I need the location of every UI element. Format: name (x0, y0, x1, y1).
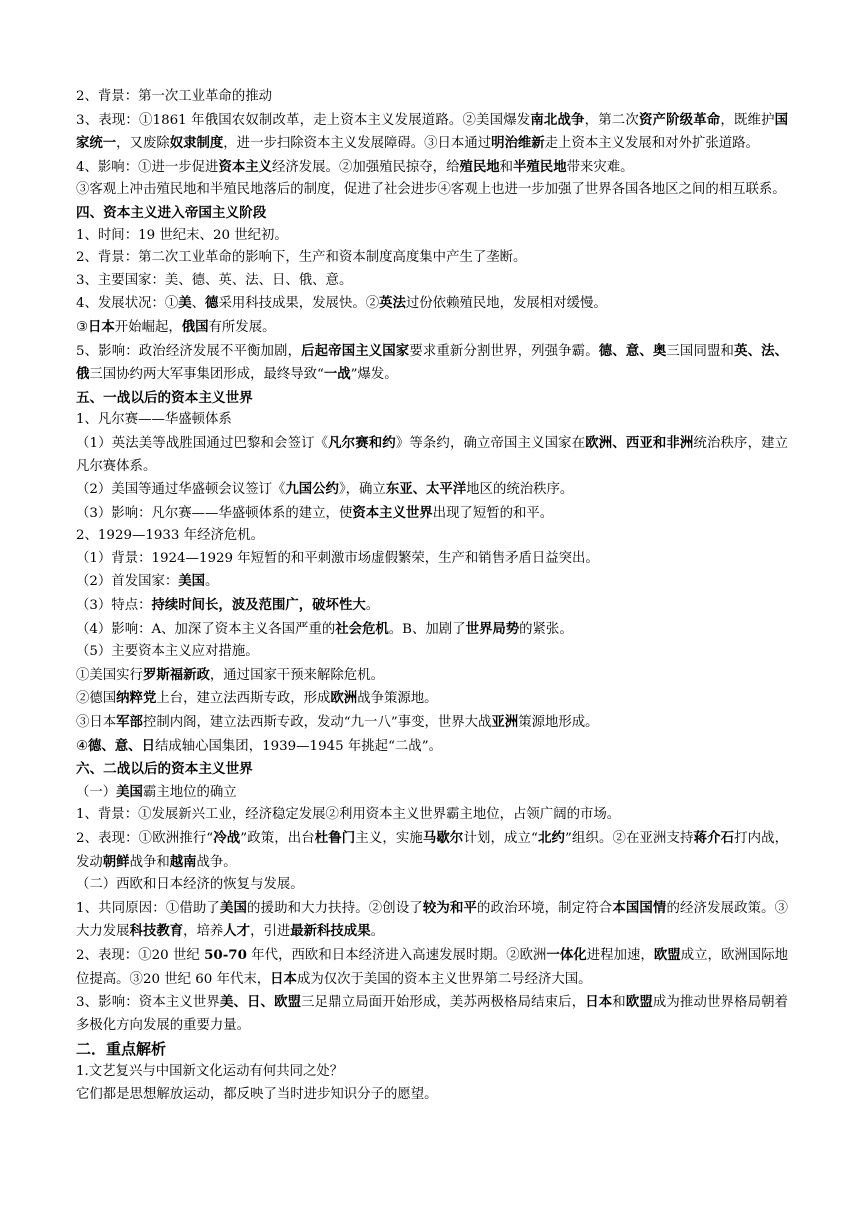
text-run: （2）首发国家： (76, 574, 179, 590)
section-heading (76, 202, 788, 225)
text-run: 开始崛起， (114, 319, 182, 335)
paragraph (76, 874, 788, 897)
bold-keyword: 美 (178, 295, 192, 312)
text-run: ③ (76, 319, 89, 335)
paragraph (76, 944, 788, 991)
text-run: （3）特点： (76, 598, 152, 614)
text-run: 二．重点解析 (76, 1040, 167, 1059)
bold-keyword: 北约 (537, 830, 565, 846)
paragraph (76, 594, 788, 618)
text-run: 的政治环境，制定符合 (477, 900, 613, 916)
text-run: 上台，建立法西斯专政，形成 (156, 691, 331, 707)
paragraph (76, 225, 788, 248)
text-run: （1）背景：1924—1929 年短暂的和平刺激市场虚假繁荣，生产和销售矛盾日益突出。 (76, 550, 599, 566)
bold-keyword: 美国 (178, 573, 206, 590)
text-run: 。B、加剧了 (388, 621, 466, 637)
text-run: 3、影响：资本主义世界 (76, 995, 220, 1011)
bold-keyword: 后起帝国主义国家 (301, 342, 410, 359)
bold-keyword: 日本 (88, 318, 115, 335)
text-run: 1、背景：①发展新兴工业，经济稳定发展②利用资本主义世界霸主地位，占领广阔的市场。 (76, 807, 621, 823)
bold-keyword: 明治维新 (491, 135, 545, 152)
text-run: 4、发展状况：① (76, 296, 179, 312)
paragraph (76, 1084, 788, 1107)
text-run: 战争。 (196, 854, 237, 870)
text-run: 它们都是思想解放运动，都反映了当时进步知识分子的愿望。 (76, 1086, 438, 1102)
text-run: 出现了短暂的和平。 (432, 505, 554, 521)
bold-keyword: 东亚、太平洋 (385, 481, 467, 498)
bold-keyword: 俄国 (181, 318, 209, 335)
bold-keyword: 德 (205, 295, 219, 312)
text-run: （4）影响：A、加深了资本主义各国严重的 (76, 621, 336, 637)
bold-keyword: 罗斯福新政 (142, 666, 210, 683)
text-run: ”爆发。 (350, 367, 398, 383)
text-run: 成立，欧洲国际地位提高。③20 世纪 60 年代末， (76, 947, 789, 987)
paragraph (76, 316, 788, 340)
text-run: 过份依赖殖民地，发展相对缓慢。 (405, 296, 607, 312)
bold-keyword: 欧洲、西亚和非洲 (585, 434, 694, 451)
bold-keyword: 军部 (116, 714, 143, 731)
text-run: 策源地形成。 (518, 715, 599, 731)
paragraph (76, 1061, 788, 1084)
text-run: 计划，成立“ (463, 831, 538, 846)
text-run: ”组织。②在亚洲支持 (565, 831, 694, 846)
paragraph (76, 409, 788, 432)
bold-keyword: 半殖民地 (513, 158, 567, 175)
text-run: 2、背景：第一次工业革命的推动 (76, 89, 272, 104)
bold-keyword: 美国 (116, 783, 143, 800)
text-run: ，进一步扫除资本主义发展障碍。③日本通过 (223, 136, 492, 152)
text-run: 有所发展。 (208, 319, 276, 335)
bold-keyword: 英法 (379, 295, 406, 312)
bold-keyword: 资本主义 (218, 158, 272, 175)
text-run: ，既维护 (720, 112, 775, 128)
paragraph (76, 525, 788, 548)
text-run: 成为仅次于美国的资本主义世界第二号经济大国。 (296, 971, 592, 987)
text-run: 五、一战以后的资本主义世界 (76, 389, 253, 406)
paragraph (76, 711, 788, 735)
text-run: （5）主要资本主义应对措施。 (76, 644, 259, 660)
text-run: 。 (370, 924, 384, 940)
text-run: 统治秩序，建立凡尔赛体系。 (76, 435, 789, 474)
text-run: （一） (76, 784, 117, 800)
paragraph (76, 292, 788, 316)
bold-keyword: 较为和平 (422, 899, 478, 916)
text-run: 2、背景：第二次工业革命的影响下，生产和资本制度高度集中产生了垄断。 (76, 250, 527, 266)
bold-keyword: 50-70 (204, 946, 247, 963)
text-run: （2）美国等通过华盛顿会议签订《 (76, 482, 286, 498)
bold-keyword: 人才 (223, 923, 251, 940)
paragraph (76, 664, 788, 688)
paragraph (76, 478, 788, 502)
text-run: 2、表现：①欧洲推行“ (76, 831, 214, 846)
text-run: 三足鼎立局面开始形成，美苏两极格局结束后， (301, 995, 586, 1011)
text-run: ③日本 (76, 715, 117, 731)
bold-keyword: 欧盟 (625, 994, 653, 1011)
text-run: 进程加速， (586, 947, 654, 963)
text-run: 的紧张。 (519, 621, 573, 637)
section-heading (76, 1037, 788, 1061)
bold-keyword: 英、法、俄 (76, 342, 789, 383)
paragraph (76, 687, 788, 711)
bold-keyword: 凡尔赛和约 (328, 434, 396, 451)
text-run: 的经济发展政策。③大力发展 (76, 900, 789, 940)
paragraph (76, 897, 788, 944)
text-run: 1.文艺复兴与中国新文化运动有何共同之处？ (76, 1064, 344, 1080)
bold-keyword: 持续时间长，波及范围广，破坏性大 (151, 597, 366, 614)
text-run: 1、凡尔赛——华盛顿体系 (76, 412, 232, 428)
bold-keyword: 日本 (270, 970, 297, 987)
bold-keyword: 欧盟 (653, 946, 681, 963)
text-run: 走上资本主义发展和对外扩张道路。 (544, 136, 759, 152)
paragraph (76, 548, 788, 571)
text-run: 采用科技成果，发展快。② (218, 296, 380, 312)
paragraph (76, 618, 788, 642)
text-run: 战争策源地。 (357, 691, 438, 707)
bold-keyword: 朝鲜 (102, 853, 130, 870)
bold-keyword: 南北战争 (530, 111, 585, 128)
bold-keyword: 德、意、奥 (598, 342, 667, 359)
bold-keyword: 美、日、欧盟 (219, 994, 302, 1011)
section-heading (76, 387, 788, 410)
bold-keyword: 纳粹党 (116, 690, 157, 707)
text-run: 霸主地位的确立 (142, 784, 237, 800)
paragraph (76, 641, 788, 664)
paragraph (76, 804, 788, 827)
text-run: 》，确立 (338, 482, 386, 498)
text-run: ，培养 (183, 924, 224, 940)
document-body (76, 86, 788, 1107)
text-run: 5、影响：政治经济发展不平衡加剧， (76, 343, 302, 359)
paragraph (76, 340, 788, 387)
paragraph (76, 781, 788, 805)
text-run: 三国协约两大军事集团形成，最终导致“ (89, 367, 324, 383)
bold-keyword: 美国 (219, 899, 248, 916)
text-run: （1）英法美等战胜国通过巴黎和会签订《 (76, 435, 329, 451)
text-run: 带来灾难。 (566, 159, 634, 175)
bold-keyword: 日本 (585, 994, 613, 1011)
bold-keyword: 马歇尔 (422, 830, 464, 846)
text-run: ③客观上冲击殖民地和半殖民地落后的制度，促进了社会进步④客观上也进一步加强了世界各国各地区之间的相互联系。 (76, 182, 786, 198)
text-run: ，通过国家干预来解除危机。 (209, 667, 384, 683)
text-run: 2、表现：①20 世纪 (76, 947, 205, 963)
text-run: 六、二战以后的资本主义世界 (76, 761, 253, 778)
bold-keyword: 德、意、日 (88, 737, 155, 754)
bold-keyword: 欧洲 (330, 690, 358, 707)
bold-keyword: 一体化 (546, 946, 587, 963)
bold-keyword: 本国国情 (612, 899, 667, 916)
text-run: 4、影响：①进一步促进 (76, 159, 219, 175)
paragraph (76, 991, 788, 1037)
bold-keyword: 九国公约 (285, 481, 339, 498)
text-run: 的援助和大力扶持。②创设了 (247, 900, 423, 916)
text-run: 打内战，发动 (76, 831, 789, 870)
text-run: 1、共同原因：①借助了 (76, 900, 220, 916)
paragraph (76, 247, 788, 270)
text-run: 控制内阁，建立法西斯专政，发动“九一八”事变，世界大战 (142, 715, 492, 731)
text-run: 和 (499, 159, 514, 175)
paragraph (76, 156, 788, 180)
bold-keyword: 资本主义世界 (352, 504, 433, 521)
text-run: 。 (365, 598, 380, 614)
text-run: 三国同盟和 (666, 343, 735, 359)
text-run: 3、主要国家：美、德、英、法、日、俄、意。 (76, 272, 353, 288)
text-run: ，引进 (250, 924, 291, 940)
bold-keyword: 资产阶级革命 (638, 111, 721, 128)
bold-keyword: 社会危机 (335, 620, 389, 637)
paragraph (76, 86, 788, 109)
text-run: ②德国 (76, 691, 117, 707)
text-run: 、 (191, 296, 206, 312)
paragraph (76, 827, 788, 874)
bold-keyword: 国家统一 (76, 111, 789, 152)
text-run: 成为推动世界格局朝着多极化方向发展的重要力量。 (76, 995, 789, 1033)
text-run: 2、1929—1933 年经济危机。 (76, 528, 265, 544)
section-heading (76, 758, 788, 781)
text-run: 3、表现：①1861 年俄国农奴制改革，走上资本主义发展道路。②美国爆发 (76, 112, 531, 128)
bold-keyword: 杜鲁门 (314, 830, 356, 846)
text-run: ，第二次 (584, 112, 639, 128)
paragraph (76, 179, 788, 202)
bold-keyword: 科技教育 (129, 923, 184, 940)
paragraph (76, 432, 788, 478)
text-run: 年代，西欧和日本经济进入高速发展时期。②欧洲 (246, 947, 547, 963)
text-run: 》等条约，确立帝国主义国家在 (395, 435, 586, 451)
bold-keyword: 世界局势 (465, 620, 520, 637)
bold-keyword: 最新科技成果 (290, 923, 371, 940)
bold-keyword: 奴隶制度 (169, 135, 224, 152)
bold-keyword: 亚洲 (491, 714, 519, 731)
text-run: 主义，实施 (355, 831, 423, 846)
text-run: 要求重新分割世界，列强争霸。 (409, 343, 599, 359)
bold-keyword: 冷战 (213, 830, 241, 846)
text-run: 和 (612, 995, 626, 1011)
paragraph (76, 109, 788, 156)
text-run: （3）影响：凡尔赛——华盛顿体系的建立，使 (76, 505, 353, 521)
text-run: 地区的统治秩序。 (466, 482, 574, 498)
text-run: 1、时间：19 世纪末、20 世纪初。 (76, 227, 288, 243)
paragraph (76, 735, 788, 759)
paragraph (76, 502, 788, 526)
text-run: 结成轴心国集团，1939—1945 年挑起“二战”。 (154, 738, 442, 754)
text-run: 四、资本主义进入帝国主义阶段 (76, 204, 267, 221)
text-run: ①美国实行 (76, 667, 143, 683)
paragraph (76, 570, 788, 594)
paragraph (76, 270, 788, 293)
text-run: （二）西欧和日本经济的恢复与发展。 (76, 877, 304, 893)
text-run: ，又废除 (116, 136, 170, 152)
text-run: ④ (76, 738, 89, 754)
bold-keyword: 殖民地 (459, 158, 500, 175)
bold-keyword: 蒋介石 (693, 830, 735, 846)
bold-keyword: 越南 (169, 853, 197, 870)
text-run: 经济发展。②加强殖民掠夺，给 (272, 159, 460, 175)
bold-keyword: 一战 (323, 366, 351, 383)
text-run: ”政策，出台 (240, 831, 315, 846)
text-run: 。 (205, 574, 219, 590)
text-run: 战争和 (129, 854, 170, 870)
